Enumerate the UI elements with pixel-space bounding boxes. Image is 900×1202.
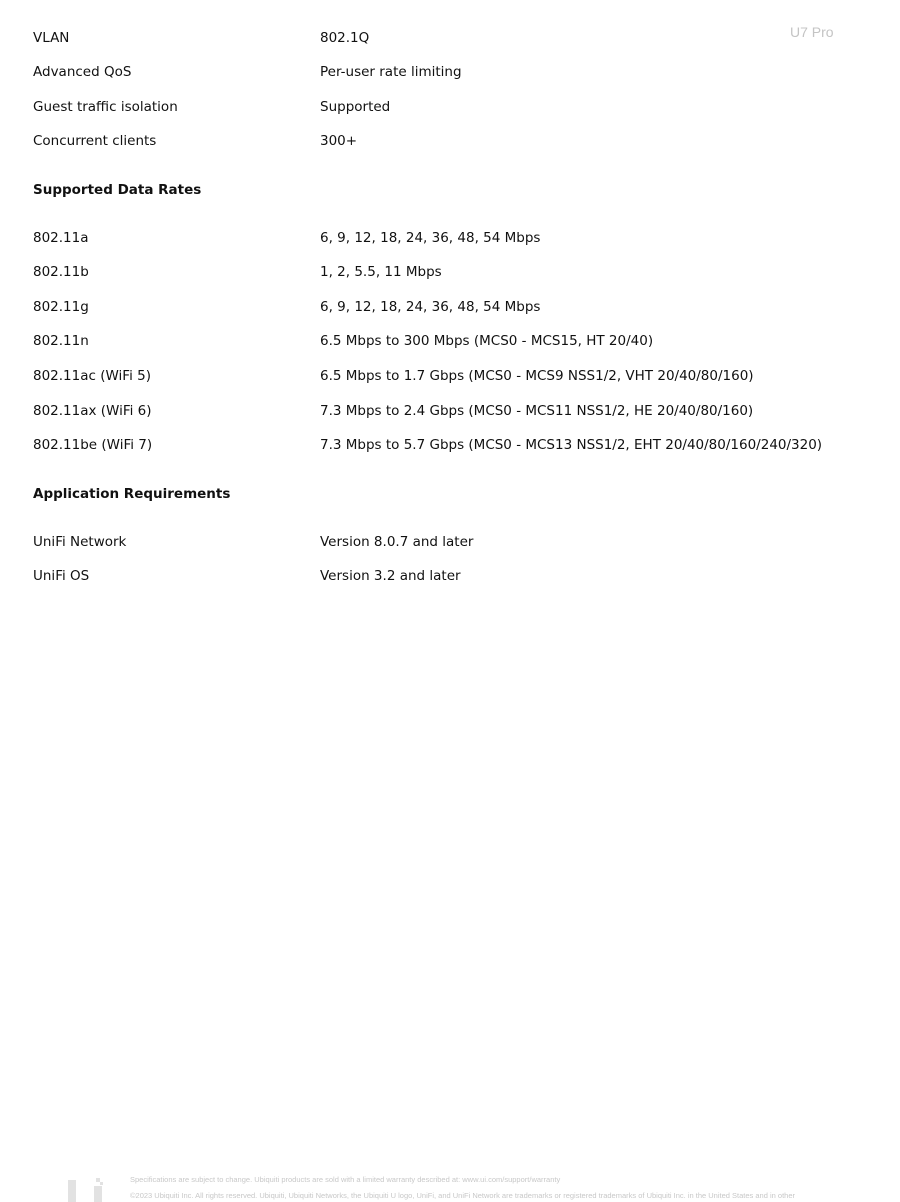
spec-key: 802.11be (WiFi 7) bbox=[33, 437, 153, 453]
spec-row-guest-isolation bbox=[0, 96, 900, 118]
spec-key: UniFi OS bbox=[33, 568, 90, 584]
spec-row-80211g bbox=[0, 296, 900, 318]
section-heading-data-rates: Supported Data Rates bbox=[33, 182, 202, 198]
spec-key: Concurrent clients bbox=[33, 133, 157, 149]
spec-key: 802.11n bbox=[33, 333, 89, 349]
spec-key: Advanced QoS bbox=[33, 64, 132, 80]
spec-key: UniFi Network bbox=[33, 534, 127, 550]
spec-key: VLAN bbox=[33, 30, 70, 46]
spec-row-80211n bbox=[0, 330, 900, 352]
product-label: U7 Pro bbox=[790, 24, 834, 40]
spec-key: 802.11g bbox=[33, 299, 89, 315]
spec-row-unifi-os bbox=[0, 565, 900, 587]
spec-key: 802.11a bbox=[33, 230, 89, 246]
section-heading-app-requirements: Application Requirements bbox=[33, 486, 231, 502]
spec-row-vlan bbox=[0, 27, 900, 49]
spec-value: Per-user rate limiting bbox=[320, 64, 462, 80]
spec-row-80211ax bbox=[0, 400, 900, 422]
spec-value: Version 8.0.7 and later bbox=[320, 534, 474, 550]
spec-value: 6, 9, 12, 18, 24, 36, 48, 54 Mbps bbox=[320, 230, 541, 246]
spec-value: 6.5 Mbps to 1.7 Gbps (MCS0 - MCS9 NSS1/2, VHT 20/40/80/160) bbox=[320, 368, 754, 384]
spec-row-concurrent-clients bbox=[0, 130, 900, 152]
spec-value: 7.3 Mbps to 2.4 Gbps (MCS0 - MCS11 NSS1/2, HE 20/40/80/160) bbox=[320, 403, 754, 419]
spec-key: 802.11b bbox=[33, 264, 89, 280]
spec-key: Guest traffic isolation bbox=[33, 99, 178, 115]
spec-value: 7.3 Mbps to 5.7 Gbps (MCS0 - MCS13 NSS1/2, EHT 20/40/80/160/240/320) bbox=[320, 437, 823, 453]
spec-value: Supported bbox=[320, 99, 391, 115]
spec-value: Version 3.2 and later bbox=[320, 568, 461, 584]
spec-row-80211ac bbox=[0, 365, 900, 387]
spec-key: 802.11ac (WiFi 5) bbox=[33, 368, 151, 384]
spec-value: 300+ bbox=[320, 133, 358, 149]
footer-copyright: ©2023 Ubiquiti Inc. All rights reserved. Ubiquiti, Ubiquiti Networks, the Ubiquiti U logo, UniFi, and UniFi Network are trademarks or registered trademarks of Ubiquiti Inc. in the United States and in other bbox=[130, 1191, 795, 1200]
spec-row-80211be bbox=[0, 434, 900, 456]
spec-value: 802.1Q bbox=[320, 30, 370, 46]
spec-row-80211b bbox=[0, 261, 900, 283]
page-footer bbox=[0, 1168, 900, 1200]
spec-value: 1, 2, 5.5, 11 Mbps bbox=[320, 264, 442, 280]
footer-warranty-note: Specifications are subject to change. Ubiquiti products are sold with a limited warranty described at: www.ui.com/support/warranty bbox=[130, 1175, 561, 1184]
ubiquiti-u-logo-icon bbox=[66, 1178, 106, 1202]
spec-value: 6, 9, 12, 18, 24, 36, 48, 54 Mbps bbox=[320, 299, 541, 315]
spec-value: 6.5 Mbps to 300 Mbps (MCS0 - MCS15, HT 20/40) bbox=[320, 333, 654, 349]
spec-row-advanced-qos bbox=[0, 61, 900, 83]
spec-row-unifi-network bbox=[0, 531, 900, 553]
spec-key: 802.11ax (WiFi 6) bbox=[33, 403, 152, 419]
spec-row-80211a bbox=[0, 227, 900, 249]
